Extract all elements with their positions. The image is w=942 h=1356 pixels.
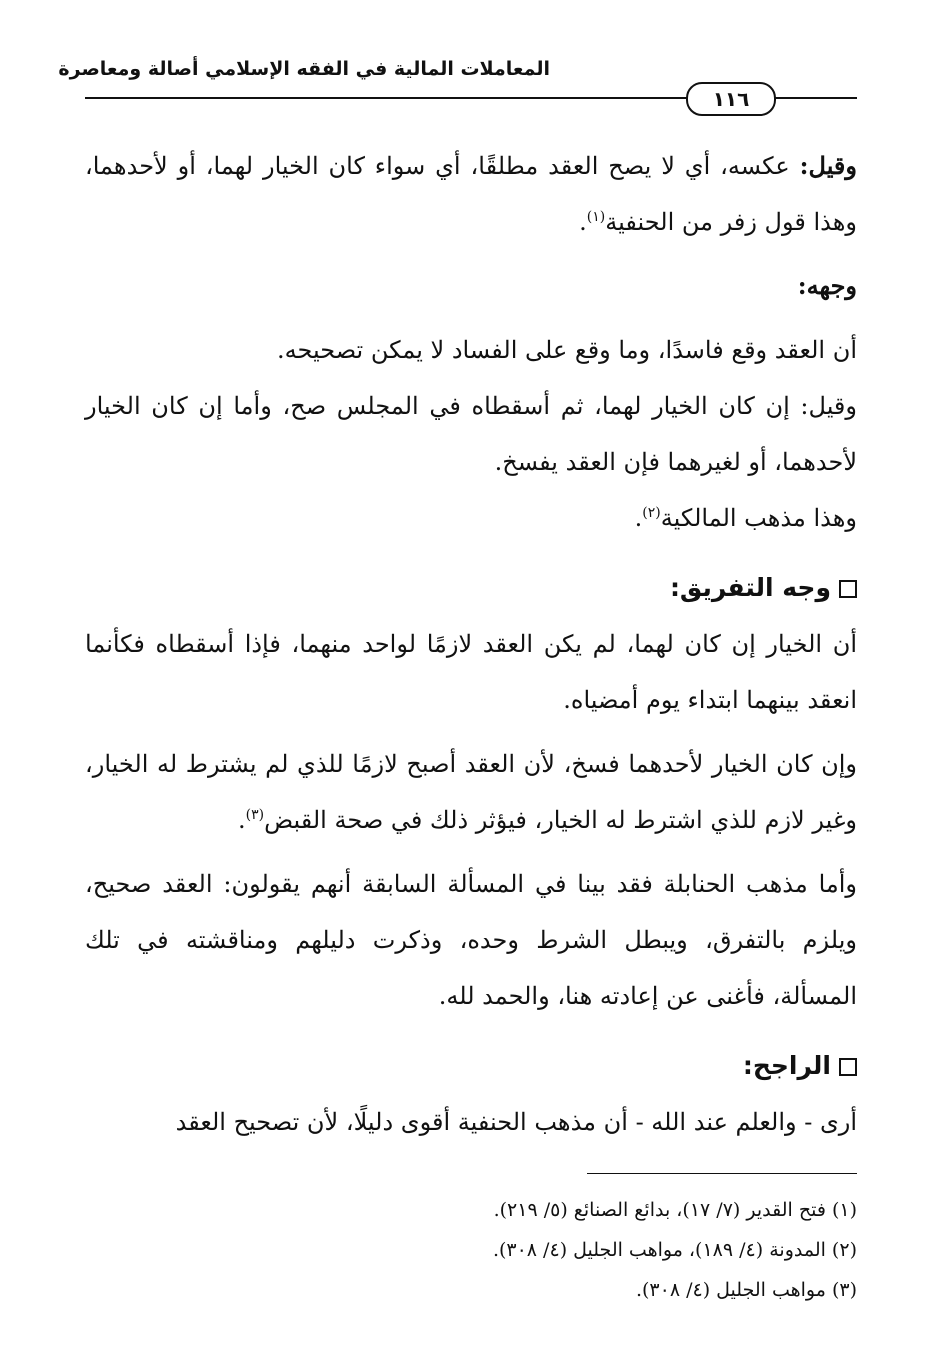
heading-tafriq-text: وجه التفريق: (669, 573, 831, 602)
checkbox-icon (839, 580, 857, 598)
footnotes (85, 1190, 857, 1310)
heading-rajih (85, 1038, 857, 1094)
footnote-ref-2: (٢) (642, 505, 661, 521)
footnote-2: (٢) المدونة (٤/ ١٨٩)، مواهب الجليل (٤/ ٣٠٨). (492, 1239, 857, 1261)
paragraph-9: أرى - والعلم عند الله - أن مذهب الحنفية أقوى دليلًا، لأن تصحيح العقد (175, 1108, 857, 1136)
paragraph-4: وقيل: إن كان الخيار لهما، ثم أسقطاه في المجلس صح، وأما إن كان الخيار لأحدهما، أو لغيرهما فإن العقد يفسخ. (85, 392, 857, 476)
paragraph-5 (85, 490, 857, 546)
paragraph-5-end: . (634, 504, 643, 532)
paragraph-1 (85, 138, 857, 250)
footnote-1: (١) فتح القدير (٧/ ١٧)، بدائع الصنائع (٥/ ٢١٩). (493, 1199, 857, 1221)
body-text (85, 138, 857, 1150)
paragraph-2: وجهه: (797, 271, 857, 300)
paragraph-1-text: عكسه، أي لا يصح العقد مطلقًا، أي سواء كان الخيار لهما، أو لأحدهما، وهذا قول زفر من الحنفية (85, 152, 857, 236)
paragraph-5-text: وهذا مذهب المالكية (660, 504, 857, 532)
paragraph-7-end: . (237, 806, 246, 834)
footnote-ref-1: (١) (586, 209, 606, 225)
paragraph-1-end: . (579, 208, 587, 236)
paragraph-7 (85, 736, 857, 848)
heading-tafriq (85, 560, 857, 616)
paragraph-8: وأما مذهب الحنابلة فقد بينا في المسألة السابقة أنهم يقولون: العقد صحيح، ويلزم بالتفرق، ويبطل الشرط وحده، وذكرت دليلهم ومناقشته في تلك المسألة، فأغنى عن إعادته هنا، والحمد لله. (85, 870, 857, 1010)
checkbox-icon (839, 1058, 857, 1076)
paragraph-1-label: وقيل: (799, 151, 857, 180)
paragraph-6: أن الخيار إن كان لهما، لم يكن العقد لازمًا لواحد منهما، فإذا أسقطاه فكأنما انعقد بينهما ابتداء يوم أمضياه. (85, 630, 857, 714)
paragraph-3: أن العقد وقع فاسدًا، وما وقع على الفساد لا يمكن تصحيحه. (277, 336, 857, 364)
heading-rajih-text: الراجح: (742, 1051, 831, 1080)
paragraph-7-text: وإن كان الخيار لأحدهما فسخ، لأن العقد أصبح لازمًا للذي لم يشترط له الخيار، وغير لازم للذي اشترط له الخيار، فيؤثر ذلك في صحة القبض (85, 750, 857, 834)
page-number: ١١٦ (686, 82, 776, 116)
running-title: المعاملات المالية في الفقه الإسلامي أصالة ومعاصرة (58, 58, 550, 80)
footnote-ref-3: (٣) (245, 807, 265, 823)
footnote-3: (٣) مواهب الجليل (٤/ ٣٠٨). (635, 1279, 857, 1301)
footnote-rule (587, 1173, 857, 1174)
